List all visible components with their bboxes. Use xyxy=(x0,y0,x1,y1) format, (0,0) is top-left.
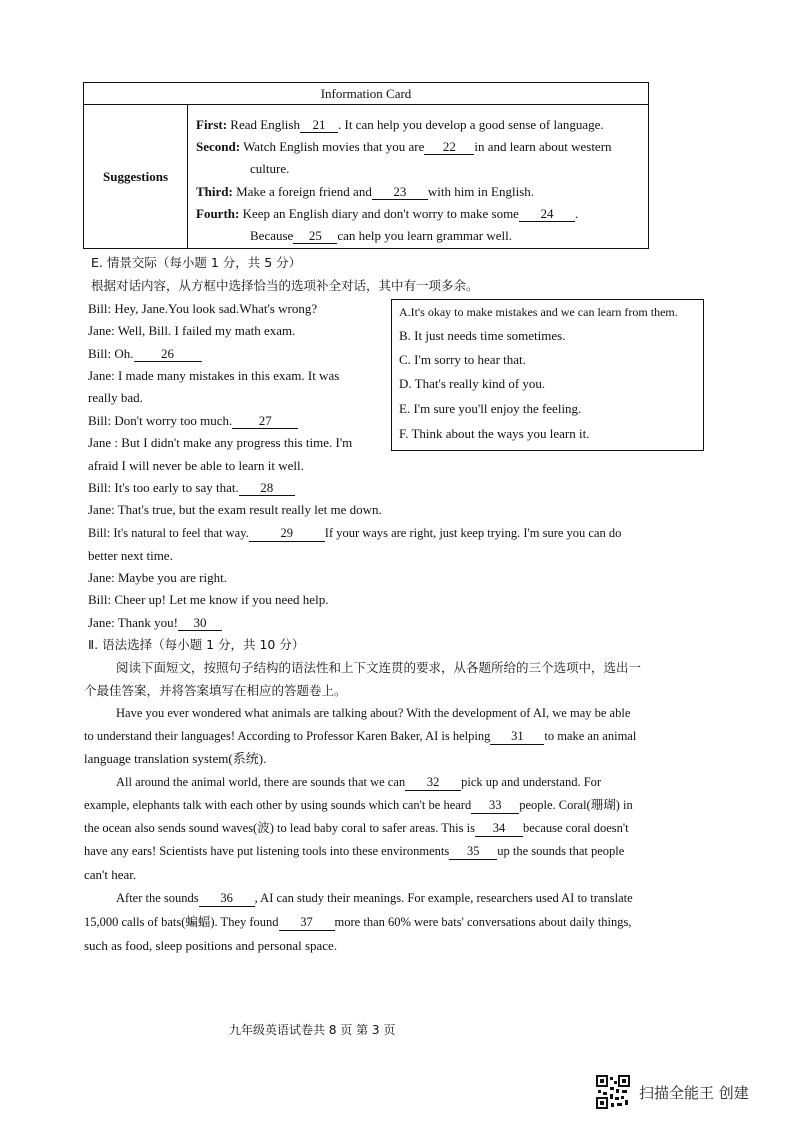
options-box xyxy=(391,299,704,451)
dialogue-line-7: Jane : But I didn't make any progress this time. I'm xyxy=(88,435,353,450)
blank-31[interactable]: 31 xyxy=(490,729,544,745)
option-f: F. Think about the ways you learn it. xyxy=(399,426,590,441)
passage-line-5: example, elephants talk with each other by using sounds which can't be heard 33 people. Coral(珊瑚) in xyxy=(84,798,633,812)
dialogue-line-15: Jane: Thank you! 30 xyxy=(88,614,222,632)
option-a: A.It's okay to make mistakes and we can learn from them. xyxy=(399,305,678,319)
dialogue-line-1: Bill: Hey, Jane.You look sad.What's wrong? xyxy=(88,301,318,316)
dialogue-line-3: Bill: Oh. 26 xyxy=(88,345,202,363)
blank-21[interactable]: 21 xyxy=(300,117,338,133)
dialogue-line-13: Jane: Maybe you are right. xyxy=(88,570,227,585)
dialogue-line-12: better next time. xyxy=(88,548,173,563)
dialogue-line-9: Bill: It's too early to say that. 28 xyxy=(88,479,295,497)
option-d: D. That's really kind of you. xyxy=(399,376,546,391)
passage-line-9: After the sounds 36 , AI can study their meanings. For example, researchers used AI to translate xyxy=(116,891,633,905)
card-row-1: First: Read English 21 . It can help you develop a good sense of language. xyxy=(196,117,604,132)
dialogue-line-2: Jane: Well, Bill. I failed my math exam. xyxy=(88,323,296,338)
page-footer: 九年级英语试卷共 8 页 第 3 页 xyxy=(229,1023,396,1037)
option-e: E. I'm sure you'll enjoy the feeling. xyxy=(399,401,582,416)
passage-line-1: Have you ever wondered what animals are talking about? With the development of AI, we may be able xyxy=(116,706,631,720)
passage-line-4: All around the animal world, there are sounds that we can 32 pick up and understand. For xyxy=(116,775,602,789)
dialogue-line-4: Jane: I made many mistakes in this exam. It was xyxy=(88,368,340,383)
section-e-instruction: 根据对话内容，从方框中选择恰当的选项补全对话，其中有一项多余。 xyxy=(91,278,479,293)
dialogue-line-10: Jane: That's true, but the exam result really let me down. xyxy=(88,502,382,517)
qr-code-icon xyxy=(596,1075,630,1109)
information-card xyxy=(83,82,649,249)
blank-32[interactable]: 32 xyxy=(405,775,461,791)
blank-23[interactable]: 23 xyxy=(372,184,428,200)
passage-line-8: can't hear. xyxy=(84,867,137,882)
card-row-6: Because 25 can help you learn grammar well. xyxy=(250,228,513,243)
card-row-4: Third: Make a foreign friend and 23 with him in English. xyxy=(196,184,534,199)
section-ii-instruction-2: 个最佳答案，并将答案填写在相应的答题卷上。 xyxy=(84,683,347,698)
scanner-stamp-text: 扫描全能王 创建 xyxy=(639,1084,749,1102)
blank-29[interactable]: 29 xyxy=(249,526,325,542)
passage-line-2: to understand their languages! According to Professor Karen Baker, AI is helping 31 to make an animal xyxy=(84,729,637,743)
card-body xyxy=(188,105,648,248)
blank-37[interactable]: 37 xyxy=(279,915,335,931)
blank-34[interactable]: 34 xyxy=(475,821,523,837)
blank-25[interactable]: 25 xyxy=(293,228,337,244)
card-row-5: Fourth: Keep an English diary and don't worry to make some 24 . xyxy=(196,206,579,221)
passage-line-6: the ocean also sends sound waves(波) to lead baby coral to safer areas. This is 34 because coral doesn't xyxy=(84,821,629,835)
option-b: B. It just needs time sometimes. xyxy=(399,328,566,343)
passage-line-11: such as food, sleep positions and personal space. xyxy=(84,938,338,953)
dialogue-line-11: Bill: It's natural to feel that way. 29 If your ways are right, just keep trying. I'm sure you can do xyxy=(88,526,622,540)
blank-30[interactable]: 30 xyxy=(178,615,222,631)
blank-22[interactable]: 22 xyxy=(424,139,474,155)
blank-27[interactable]: 27 xyxy=(232,413,298,429)
blank-35[interactable]: 35 xyxy=(449,844,497,860)
blank-24[interactable]: 24 xyxy=(519,206,575,222)
passage-line-7: have any ears! Scientists have put listening tools into these environments 35 up the sounds that people xyxy=(84,844,625,858)
card-row-3: culture. xyxy=(250,161,290,176)
blank-36[interactable]: 36 xyxy=(199,891,255,907)
section-ii-instruction-1: 阅读下面短文，按照句子结构的语法性和上下文连贯的要求，从各题所给的三个选项中，选出一 xyxy=(116,660,642,675)
dialogue-line-8: afraid I will never be able to learn it well. xyxy=(88,458,304,473)
passage-line-3: language translation system(系统). xyxy=(84,751,267,766)
card-left-label: Suggestions xyxy=(84,105,188,248)
dialogue-line-14: Bill: Cheer up! Let me know if you need help. xyxy=(88,592,329,607)
section-e-heading: E. 情景交际（每小题 1 分，共 5 分） xyxy=(91,255,302,270)
blank-28[interactable]: 28 xyxy=(239,480,295,496)
section-ii-heading: Ⅱ. 语法选择（每小题 1 分，共 10 分） xyxy=(88,637,305,652)
card-title: Information Card xyxy=(84,83,648,105)
dialogue-line-6: Bill: Don't worry too much. 27 xyxy=(88,412,298,430)
blank-33[interactable]: 33 xyxy=(471,798,519,814)
blank-26[interactable]: 26 xyxy=(134,346,202,362)
option-c: C. I'm sorry to hear that. xyxy=(399,352,526,367)
card-row-2: Second: Watch English movies that you are 22 in and learn about western xyxy=(196,139,612,154)
passage-line-10: 15,000 calls of bats(蝙蝠). They found 37 more than 60% were bats' conversations about daily things, xyxy=(84,915,632,929)
dialogue-line-5: really bad. xyxy=(88,390,143,405)
